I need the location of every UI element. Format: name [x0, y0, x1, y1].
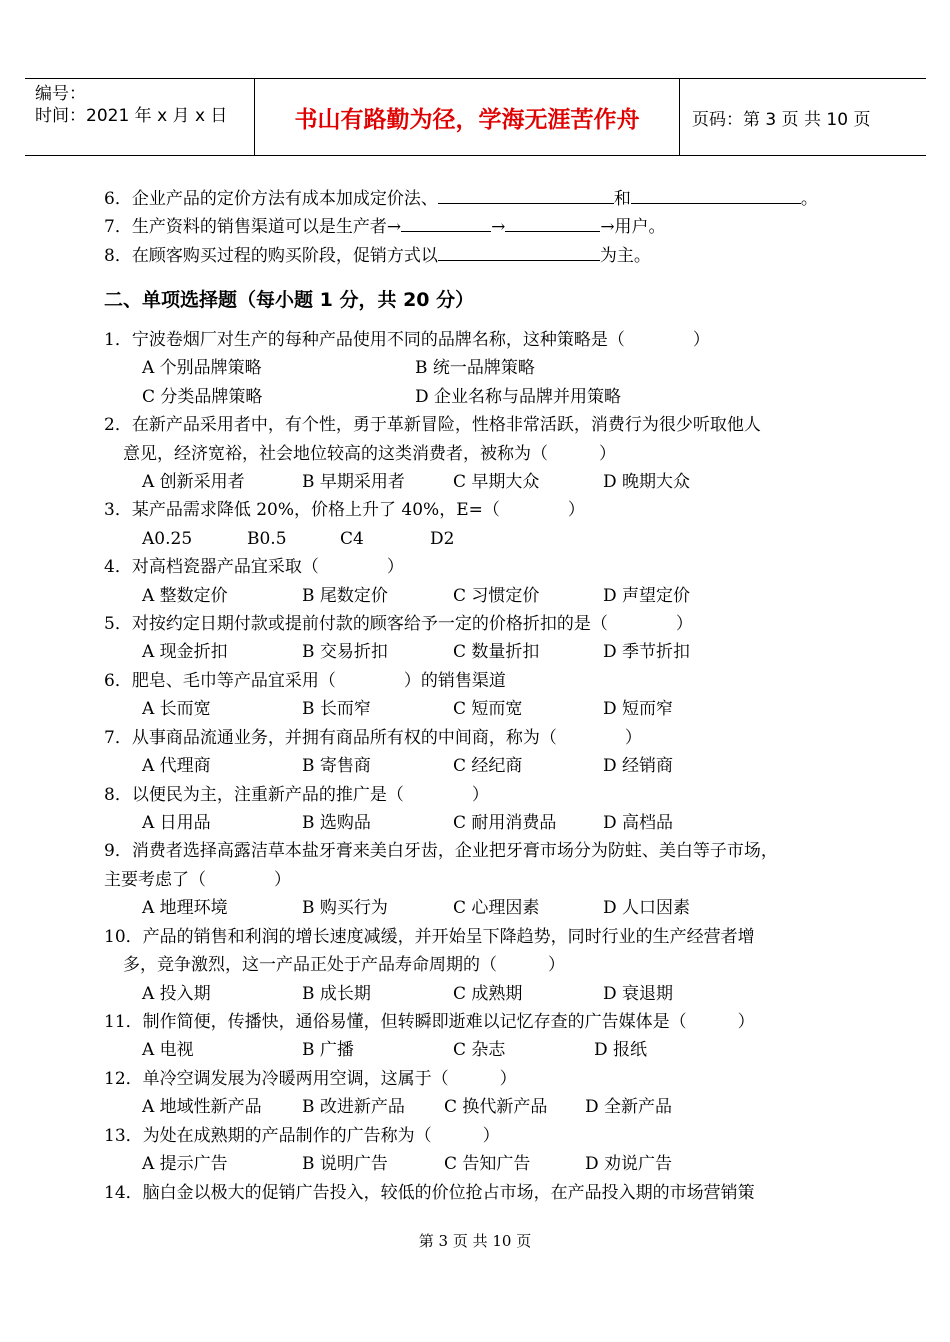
- option-1b: B 统一品牌策略: [415, 358, 535, 378]
- option-9a: A 地理环境: [142, 898, 228, 918]
- option-13d: D 劝说广告: [585, 1154, 673, 1174]
- option-13a: A 提示广告: [142, 1154, 228, 1174]
- question-12: 12．单冷空调发展为冷暖两用空调，这属于（ ）: [104, 1069, 517, 1089]
- option-4d: D 声望定价: [603, 586, 691, 606]
- option-5b: B 交易折扣: [302, 642, 388, 662]
- option-13c: C 告知广告: [444, 1154, 531, 1174]
- option-9b: B 购买行为: [302, 898, 388, 918]
- option-12a: A 地域性新产品: [142, 1097, 262, 1117]
- answer-blank: [438, 243, 600, 261]
- option-6a: A 长而宽: [142, 699, 211, 719]
- question-10-line-1: 10．产品的销售和利润的增长速度减缓，并开始呈下降趋势，同时行业的生产经营者增: [104, 927, 755, 947]
- section-title: 二、单项选择题（每小题 1 分，共 20 分）: [104, 289, 475, 311]
- option-5a: A 现金折扣: [142, 642, 228, 662]
- fill-question-7: 7．生产资料的销售渠道可以是生产者→ → →用户。: [104, 214, 666, 239]
- option-4b: B 尾数定价: [302, 586, 388, 606]
- option-12c: C 换代新产品: [444, 1097, 548, 1117]
- option-3d: D2: [430, 529, 455, 549]
- option-8a: A 日用品: [142, 813, 211, 833]
- question-9-line-2: 主要考虑了（ ）: [104, 870, 291, 890]
- option-10a: A 投入期: [142, 984, 211, 1004]
- answer-blank: [631, 186, 801, 204]
- option-7d: D 经销商: [603, 756, 674, 776]
- question-4: 4．对高档瓷器产品宜采取（ ）: [104, 557, 404, 577]
- option-9c: C 心理因素: [453, 898, 540, 918]
- option-4c: C 习惯定价: [453, 586, 540, 606]
- option-12d: D 全新产品: [585, 1097, 673, 1117]
- header-page-info: 页码：第 3 页 共 10 页: [692, 109, 871, 130]
- option-7b: B 寄售商: [302, 756, 371, 776]
- option-2b: B 早期采用者: [302, 472, 405, 492]
- question-3: 3．某产品需求降低 20%，价格上升了 40%，E=（ ）: [104, 500, 585, 520]
- question-2-line-2: 意见，经济宽裕，社会地位较高的这类消费者，被称为（ ）: [123, 444, 616, 464]
- time-label: 时间：2021 年 x 月 x 日: [35, 106, 228, 126]
- question-14: 14．脑白金以极大的促销广告投入，较低的价位抢占市场，在产品投入期的市场营销策: [104, 1183, 755, 1203]
- answer-blank: [401, 214, 491, 232]
- option-1a: A 个别品牌策略: [142, 358, 262, 378]
- header-meta: [25, 79, 255, 155]
- option-1c: C 分类品牌策略: [142, 387, 263, 407]
- document-header: [25, 78, 926, 156]
- option-11b: B 广播: [302, 1040, 354, 1060]
- option-11c: C 杂志: [453, 1040, 506, 1060]
- answer-blank: [505, 214, 600, 232]
- question-11: 11．制作简便，传播快，通俗易懂，但转瞬即逝难以记忆存查的广告媒体是（ ）: [104, 1012, 755, 1032]
- question-1: 1．宁波卷烟厂对生产的每种产品使用不同的品牌名称，这种策略是（ ）: [104, 330, 710, 350]
- option-10b: B 成长期: [302, 984, 371, 1004]
- option-4a: A 整数定价: [142, 586, 228, 606]
- question-2-line-1: 2．在新产品采用者中，有个性，勇于革新冒险，性格非常活跃，消费行为很少听取他人: [104, 415, 761, 435]
- question-5: 5．对按约定日期付款或提前付款的顾客给予一定的价格折扣的是（ ）: [104, 614, 693, 634]
- option-6d: D 短而窄: [603, 699, 674, 719]
- answer-blank: [438, 186, 614, 204]
- option-6c: C 短而宽: [453, 699, 523, 719]
- question-6: 6．肥皂、毛巾等产品宜采用（ ）的销售渠道: [104, 671, 506, 691]
- option-8d: D 高档品: [603, 813, 674, 833]
- option-7c: C 经纪商: [453, 756, 523, 776]
- option-12b: B 改进新产品: [302, 1097, 405, 1117]
- option-2a: A 创新采用者: [142, 472, 245, 492]
- option-11d: D 报纸: [594, 1040, 648, 1060]
- number-label: 编号：: [35, 84, 86, 104]
- option-2c: C 早期大众: [453, 472, 540, 492]
- option-3c: C4: [340, 529, 364, 549]
- question-9-line-1: 9．消费者选择高露洁草本盐牙膏来美白牙齿，企业把牙膏市场分为防蛀、美白等子市场，: [104, 841, 778, 861]
- option-9d: D 人口因素: [603, 898, 691, 918]
- option-6b: B 长而窄: [302, 699, 371, 719]
- option-8b: B 选购品: [302, 813, 371, 833]
- page-footer: 第 3 页 共 10 页: [418, 1232, 532, 1250]
- option-11a: A 电视: [142, 1040, 194, 1060]
- question-7: 7．从事商品流通业务，并拥有商品所有权的中间商，称为（ ）: [104, 728, 642, 748]
- option-5d: D 季节折扣: [603, 642, 691, 662]
- fill-question-6: 6．企业产品的定价方法有成本加成定价法、 和 。: [104, 186, 818, 211]
- option-13b: B 说明广告: [302, 1154, 388, 1174]
- question-13: 13．为处在成熟期的产品制作的广告称为（ ）: [104, 1126, 500, 1146]
- option-1d: D 企业名称与品牌并用策略: [415, 387, 622, 407]
- option-8c: C 耐用消费品: [453, 813, 557, 833]
- fill-question-8: 8．在顾客购买过程的购买阶段，促销方式以 为主。: [104, 243, 651, 268]
- option-5c: C 数量折扣: [453, 642, 540, 662]
- option-3b: B0.5: [247, 529, 287, 549]
- option-2d: D 晚期大众: [603, 472, 691, 492]
- question-10-line-2: 多，竞争激烈，这一产品正处于产品寿命周期的（ ）: [123, 955, 565, 975]
- option-10c: C 成熟期: [453, 984, 523, 1004]
- option-10d: D 衰退期: [603, 984, 674, 1004]
- option-3a: A0.25: [142, 529, 193, 549]
- option-7a: A 代理商: [142, 756, 211, 776]
- question-8: 8．以便民为主，注重新产品的推广是（ ）: [104, 785, 489, 805]
- header-motto: 书山有路勤为径，学海无涯苦作舟: [255, 79, 680, 155]
